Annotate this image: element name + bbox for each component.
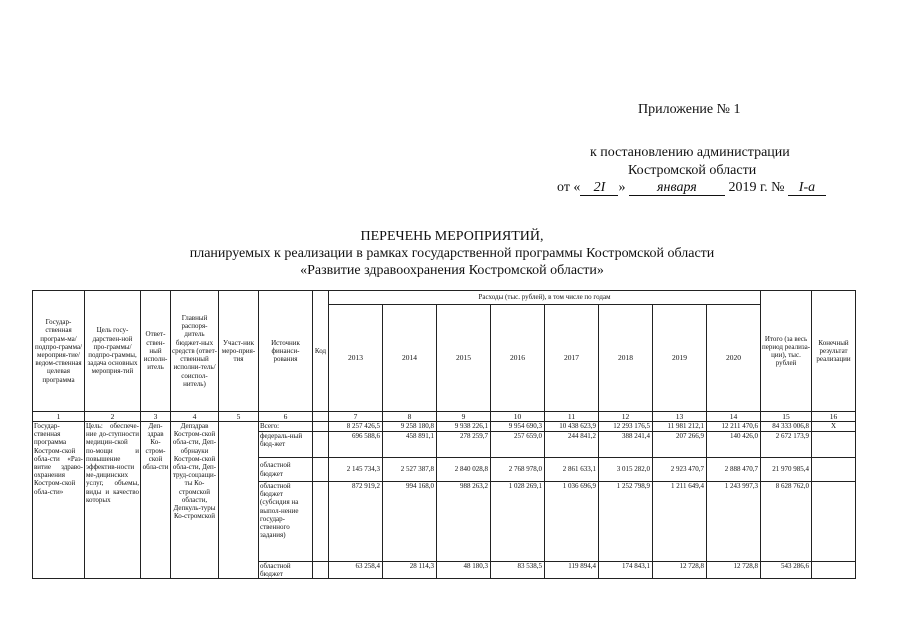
cell-value: 63 258,4 xyxy=(329,562,383,579)
column-number: 5 xyxy=(219,412,259,422)
cell-code xyxy=(313,482,329,562)
cell-value: 119 894,4 xyxy=(545,562,599,579)
column-number: 3 xyxy=(141,412,171,422)
column-number xyxy=(313,412,329,422)
cell-code xyxy=(313,422,329,432)
header-total: Итого (за весь период реализа-ции), тыс. рублей xyxy=(761,291,812,412)
cell-source: областной бюджет (субсидия на выпол-нение государ-ственного задания) xyxy=(259,482,313,562)
cell-value: 174 843,1 xyxy=(599,562,653,579)
cell-value: 9 954 690,3 xyxy=(491,422,545,432)
cell-value: 83 538,5 xyxy=(491,562,545,579)
cell-total: 543 286,6 xyxy=(761,562,812,579)
date-month: января xyxy=(629,181,725,196)
cell-value: 244 841,2 xyxy=(545,432,599,458)
header-code: Код xyxy=(313,291,329,412)
column-number: 13 xyxy=(653,412,707,422)
cell-result xyxy=(812,562,856,579)
cell-result xyxy=(812,482,856,562)
cell-total: 8 628 762,0 xyxy=(761,482,812,562)
cell-result: Х xyxy=(812,422,856,432)
cell-value: 8 257 426,5 xyxy=(329,422,383,432)
cell-result xyxy=(812,458,856,482)
cell-value: 278 259,7 xyxy=(437,432,491,458)
year-header: 2013 xyxy=(329,305,383,412)
cell-value: 994 168,0 xyxy=(383,482,437,562)
header-manager: Главный распоря-дитель бюджет-ных средств (ответ-ственный исполни-тель/ соиспол-нитель) xyxy=(171,291,219,412)
cell-value: 1 243 997,3 xyxy=(707,482,761,562)
cell-value: 12 728,8 xyxy=(707,562,761,579)
column-number: 6 xyxy=(259,412,313,422)
year-header: 2019 xyxy=(653,305,707,412)
cell-value: 2 923 470,7 xyxy=(653,458,707,482)
column-number: 10 xyxy=(491,412,545,422)
cell-value: 12 293 176,5 xyxy=(599,422,653,432)
header-source: Источник финанси-рования xyxy=(259,291,313,412)
column-number: 12 xyxy=(599,412,653,422)
document-title: ПЕРЕЧЕНЬ МЕРОПРИЯТИЙ, xyxy=(360,229,544,244)
decree-date-line xyxy=(557,179,826,196)
cell-value: 2 768 978,0 xyxy=(491,458,545,482)
cell-responsible: Деп-здрав Ко-стром-ской обла-сти xyxy=(141,422,171,579)
cell-value: 458 891,1 xyxy=(383,432,437,458)
column-number: 16 xyxy=(812,412,856,422)
cell-code xyxy=(313,562,329,579)
cell-value: 988 263,2 xyxy=(437,482,491,562)
cell-value: 9 258 180,8 xyxy=(383,422,437,432)
cell-goal: Цель: обеспече-ние до-ступности медицин-ской по-мощи и повышение эффектив-ности ме-дицинских услуг, объемы, виды и качество которых xyxy=(85,422,141,579)
cell-program: Государ-ственная программа Костром-ской обла-сти «Раз-витие здраво-охранения Костром-ской обла-сти» xyxy=(33,422,85,579)
cell-source: областной бюджет xyxy=(259,562,313,579)
cell-value: 9 938 226,1 xyxy=(437,422,491,432)
cell-value: 2 888 470,7 xyxy=(707,458,761,482)
column-number: 11 xyxy=(545,412,599,422)
cell-total: 21 970 985,4 xyxy=(761,458,812,482)
header-responsible: Ответ-ствен-ный исполн-итель xyxy=(141,291,171,412)
cell-result xyxy=(812,432,856,458)
date-prefix: от « xyxy=(557,180,581,195)
cell-source: областной бюджет xyxy=(259,458,313,482)
cell-value: 388 241,4 xyxy=(599,432,653,458)
cell-value: 140 426,0 xyxy=(707,432,761,458)
cell-code xyxy=(313,432,329,458)
header-program: Государ-ственная програм-ма/ подпро-грамма/ мероприя-тие/ ведом-ственная целевая программа xyxy=(33,291,85,412)
cell-value: 2 145 734,3 xyxy=(329,458,383,482)
document-subtitle-1: планируемых к реализации в рамках государственной программы Костромской области xyxy=(189,246,715,261)
column-number: 1 xyxy=(33,412,85,422)
cell-value: 2 527 387,8 xyxy=(383,458,437,482)
year-header: 2017 xyxy=(545,305,599,412)
cell-value: 11 981 212,1 xyxy=(653,422,707,432)
column-number: 4 xyxy=(171,412,219,422)
cell-value: 1 211 649,4 xyxy=(653,482,707,562)
header-goal: Цель госу-дарствен-ной про-граммы/ подпро-граммы, задача основных мероприя-тий xyxy=(85,291,141,412)
cell-value: 696 588,6 xyxy=(329,432,383,458)
column-number: 9 xyxy=(437,412,491,422)
cell-value: 48 180,3 xyxy=(437,562,491,579)
cell-source: федераль-ный бюд-жет xyxy=(259,432,313,458)
cell-value: 1 252 798,9 xyxy=(599,482,653,562)
column-number: 7 xyxy=(329,412,383,422)
decree-line-1: к постановлению администрации xyxy=(590,145,790,160)
cell-total: 2 672 173,9 xyxy=(761,432,812,458)
cell-value: 28 114,3 xyxy=(383,562,437,579)
year-header: 2014 xyxy=(383,305,437,412)
header-expenses: Расходы (тыс. рублей), в том числе по годам xyxy=(329,291,761,305)
appendix-label: Приложение № 1 xyxy=(638,102,741,117)
year-header: 2020 xyxy=(707,305,761,412)
cell-value: 1 028 269,1 xyxy=(491,482,545,562)
activities-table xyxy=(32,290,856,579)
cell-value: 12 728,8 xyxy=(653,562,707,579)
cell-source: Всего: xyxy=(259,422,313,432)
cell-manager: Депздрав Костром-ской обла-сти, Деп-обрнауки Костром-ской обла-сти, Деп-труд-соцзащи-ты Ко-стромской области, Депкуль-туры Ко-стромской xyxy=(171,422,219,579)
column-number: 15 xyxy=(761,412,812,422)
date-day: 2I xyxy=(580,181,618,196)
cell-code xyxy=(313,458,329,482)
cell-value: 2 861 633,1 xyxy=(545,458,599,482)
year-header: 2018 xyxy=(599,305,653,412)
column-number: 14 xyxy=(707,412,761,422)
column-number-row xyxy=(33,412,856,422)
year-header: 2016 xyxy=(491,305,545,412)
decree-line-2: Костромской области xyxy=(628,163,757,178)
header-result: Конечный результат реализации xyxy=(812,291,856,412)
column-number: 8 xyxy=(383,412,437,422)
cell-value: 2 840 028,8 xyxy=(437,458,491,482)
cell-value: 10 438 623,9 xyxy=(545,422,599,432)
document-subtitle-2: «Развитие здравоохранения Костромской области» xyxy=(300,263,604,278)
cell-total: 84 333 006,8 xyxy=(761,422,812,432)
date-year: 2019 г. № xyxy=(728,180,785,195)
cell-participant xyxy=(219,422,259,579)
year-header: 2015 xyxy=(437,305,491,412)
table-row xyxy=(33,422,856,432)
header-participant: Участ-ник меро-прия-тия xyxy=(219,291,259,412)
cell-value: 12 211 470,6 xyxy=(707,422,761,432)
column-number: 2 xyxy=(85,412,141,422)
cell-value: 872 919,2 xyxy=(329,482,383,562)
date-mid: » xyxy=(618,180,626,195)
cell-value: 207 266,9 xyxy=(653,432,707,458)
decree-number: I-а xyxy=(788,181,826,196)
cell-value: 1 036 696,9 xyxy=(545,482,599,562)
cell-value: 257 659,0 xyxy=(491,432,545,458)
cell-value: 3 015 282,0 xyxy=(599,458,653,482)
